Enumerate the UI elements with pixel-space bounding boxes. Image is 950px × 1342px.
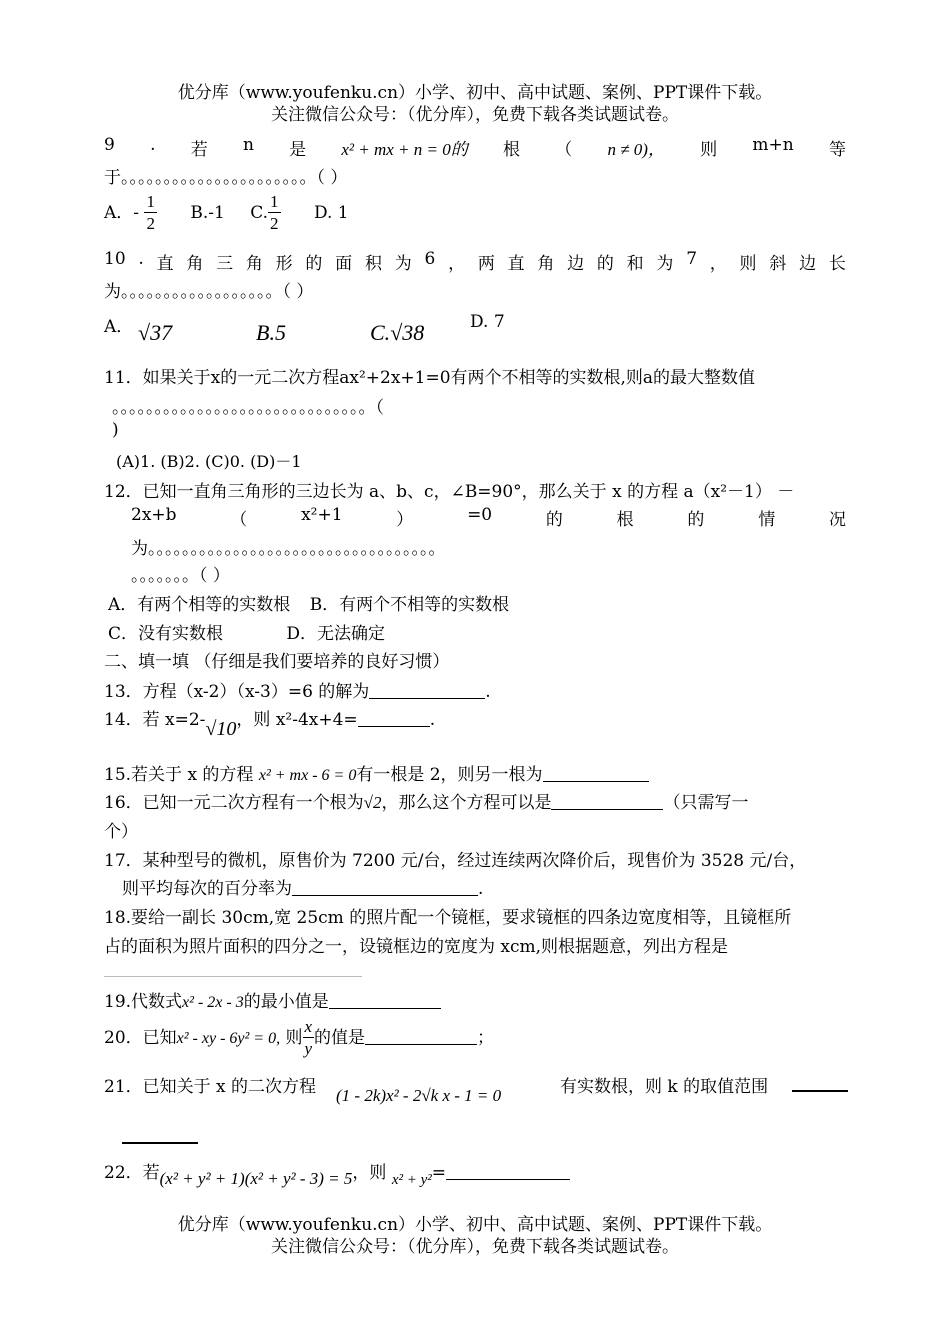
q9-text: 9 [104, 135, 115, 155]
header-line-1: 优分库（www.youfenku.cn）小学、初中、高中试题、案例、PPT课件下载。 [177, 83, 773, 103]
q9-text: （ [555, 140, 573, 160]
q9-option-b: B.-1 [190, 203, 225, 223]
q18-answer-line[interactable] [104, 976, 362, 977]
q10-option-d: D. 7 [470, 312, 505, 332]
q12-options-row-2 [108, 619, 385, 644]
q19: 19.代数式x² - 2x - 3的最小值是 [104, 987, 441, 1012]
q14-answer-blank[interactable] [358, 710, 430, 727]
q20-fraction: $\frac{x}{y}$ [304, 1017, 313, 1058]
q10-option-b: B.5 [256, 320, 286, 345]
q17-line-1: 17．某种型号的微机，原售价为 7200 元/台，经过连续两次降价后，现售价为 3528 元/台， [104, 851, 807, 871]
section-2-heading: 二、填一填 （仔细是我们要培养的良好习惯） [104, 652, 450, 672]
q12-line-1: 12．已知一直角三角形的三边长为 a、b、c，∠B=90°，那么关于 x 的方程 a（x²－1） － [104, 482, 795, 502]
footer-line-2: 关注微信公众号：（优分库），免费下载各类试题试卷。 [271, 1237, 679, 1257]
q20-answer-blank[interactable] [365, 1028, 477, 1045]
q20: 20．已知x² - xy - 6y² = 0, 则 $\frac{x}{y}$ 的值是 ； [104, 1017, 495, 1058]
q9-condition: n ≠ 0)， [607, 140, 665, 159]
q9-text: 则 [700, 140, 718, 160]
q18-line-1: 18.要给一副长 30cm,宽 25cm 的照片配一个镜框，要求镜框的四条边宽度相等，且镜框所 [104, 908, 792, 928]
q15: 15.若关于 x 的方程 x² + mx - 6 = 0有一根是 2，则另一根为 [104, 760, 649, 785]
q9-text: 若 [190, 140, 208, 160]
q16-sqrt: √2 [363, 793, 382, 812]
q10-line-1: 10 . 直 角 三 角 形 的 面 积 为 6 ， 两 直 角 边 的 和 为 7 ， 则 斜 边 长 [104, 249, 846, 274]
q9-text: n [242, 135, 254, 155]
q16-line-1: 16．已知一元二次方程有一个根为√2，那么这个方程可以是 （只需写一 [104, 793, 749, 813]
q9-text: m+n [752, 135, 794, 155]
q12-option-a: A．有两个相等的实数根 [108, 595, 291, 615]
q12-options-row-1 [108, 590, 509, 615]
q9-option-d: D. 1 [313, 203, 349, 223]
q18-line-2: 占的面积为照片面积的四分之一，设镜框边的宽度为 xcm,则根据题意，列出方程是 [104, 937, 729, 957]
q20-equation: x² - xy - 6y² = 0, [176, 1030, 281, 1047]
q13: 13．方程（x-2）（x-3）=6 的解为 . [104, 682, 491, 702]
q12-line-3: 为。。。。。。。。。。。。。。。。。。。。。。。。。。。。。。。。。。 [131, 539, 446, 559]
q15-answer-blank[interactable] [543, 765, 649, 782]
q17-line-2: 则平均每次的百分率为 . [122, 879, 484, 899]
q22-answer-blank[interactable] [446, 1163, 570, 1180]
q9-option-a: A．- [104, 203, 140, 223]
q10-option-a: A． [104, 317, 134, 337]
q21-equation: (1 - 2k)x² - 2√k x - 1 = 0 [336, 1086, 502, 1105]
q16-line-2: 个） [104, 822, 138, 842]
q19-expression: x² - 2x - 3 [182, 994, 244, 1011]
q12-line-4: 。。。。。。。（ ） [131, 566, 230, 586]
q9-text: 是 [289, 140, 307, 160]
header-line-2: 关注微信公众号：（优分库），免费下载各类试题试卷。 [271, 105, 679, 125]
q9-text: 根 [502, 140, 520, 160]
q22-expression: x² + y² [391, 1172, 432, 1188]
q9-line-1 [104, 135, 846, 160]
q10-option-a-sqrt: √37 [138, 320, 173, 345]
q22-equation: (x² + y² + 1)(x² + y² - 3) = 5 [159, 1169, 353, 1188]
q21-answer-blank-1[interactable] [792, 1074, 848, 1092]
q11-line-2: 。。。。。。。。。。。。。。。。。。。。。。。。。。。。。。（ [112, 398, 384, 418]
q12-option-b: B．有两个不相等的实数根 [309, 595, 510, 615]
q10-line-2: 为。。。。。。。。。。。。。。。。。。（ ） [104, 282, 314, 302]
q21: 21．已知关于 x 的二次方程 (1 - 2k)x² - 2√k x - 1 = 0 有实数根，则 k 的取值范围 [104, 1072, 848, 1112]
q14: 14．若 x=2-√10，则 x²-4x+4= . [104, 710, 436, 740]
q21-answer-blank-2[interactable] [122, 1126, 198, 1144]
q16-answer-blank[interactable] [551, 793, 663, 810]
q22: 22．若(x² + y² + 1)(x² + y² - 3) = 5，则 x² + y²= [104, 1158, 570, 1194]
q9-line-2: 于。。。。。。。。。。。。。。。。。。。。。。（ ） [104, 168, 348, 188]
q9-options [104, 192, 349, 235]
q9-option-a-fraction: $\frac{1}{2}$ [146, 192, 155, 233]
q13-answer-blank[interactable] [369, 682, 485, 699]
q9-equation: x² + mx + n = 0的 [341, 140, 468, 159]
q15-equation: x² + mx - 6 = 0 [258, 767, 357, 784]
q10-option-c: C.√38 [370, 320, 425, 345]
q9-text: 等 [828, 140, 846, 160]
q19-answer-blank[interactable] [329, 992, 441, 1009]
q14-sqrt: √10 [205, 718, 237, 740]
q12-option-d: D．无法确定 [286, 624, 386, 644]
q10-options [104, 312, 846, 352]
q9-option-c-fraction: $\frac{1}{2}$ [270, 192, 279, 233]
q12-line-2: 2x+b （ x²+1 ） =0 的 根 的 情 况 [131, 505, 846, 530]
q9-option-c: C. [250, 203, 269, 223]
q11-options: (A)1. (B)2. (C)0. (D)－1 [116, 452, 302, 471]
footer-line-1: 优分库（www.youfenku.cn）小学、初中、高中试题、案例、PPT课件下载。 [177, 1215, 773, 1235]
q11-line-1: 11．如果关于x的一元二次方程ax²+2x+1=0有两个不相等的实数根,则a的最大整数值 [104, 368, 756, 388]
q12-option-c: C．没有实数根 [108, 624, 224, 644]
q21-continuation [122, 1126, 198, 1147]
q11-line-3: ) [112, 420, 119, 440]
q17-answer-blank[interactable] [292, 879, 478, 896]
q9-text: . [150, 135, 156, 155]
